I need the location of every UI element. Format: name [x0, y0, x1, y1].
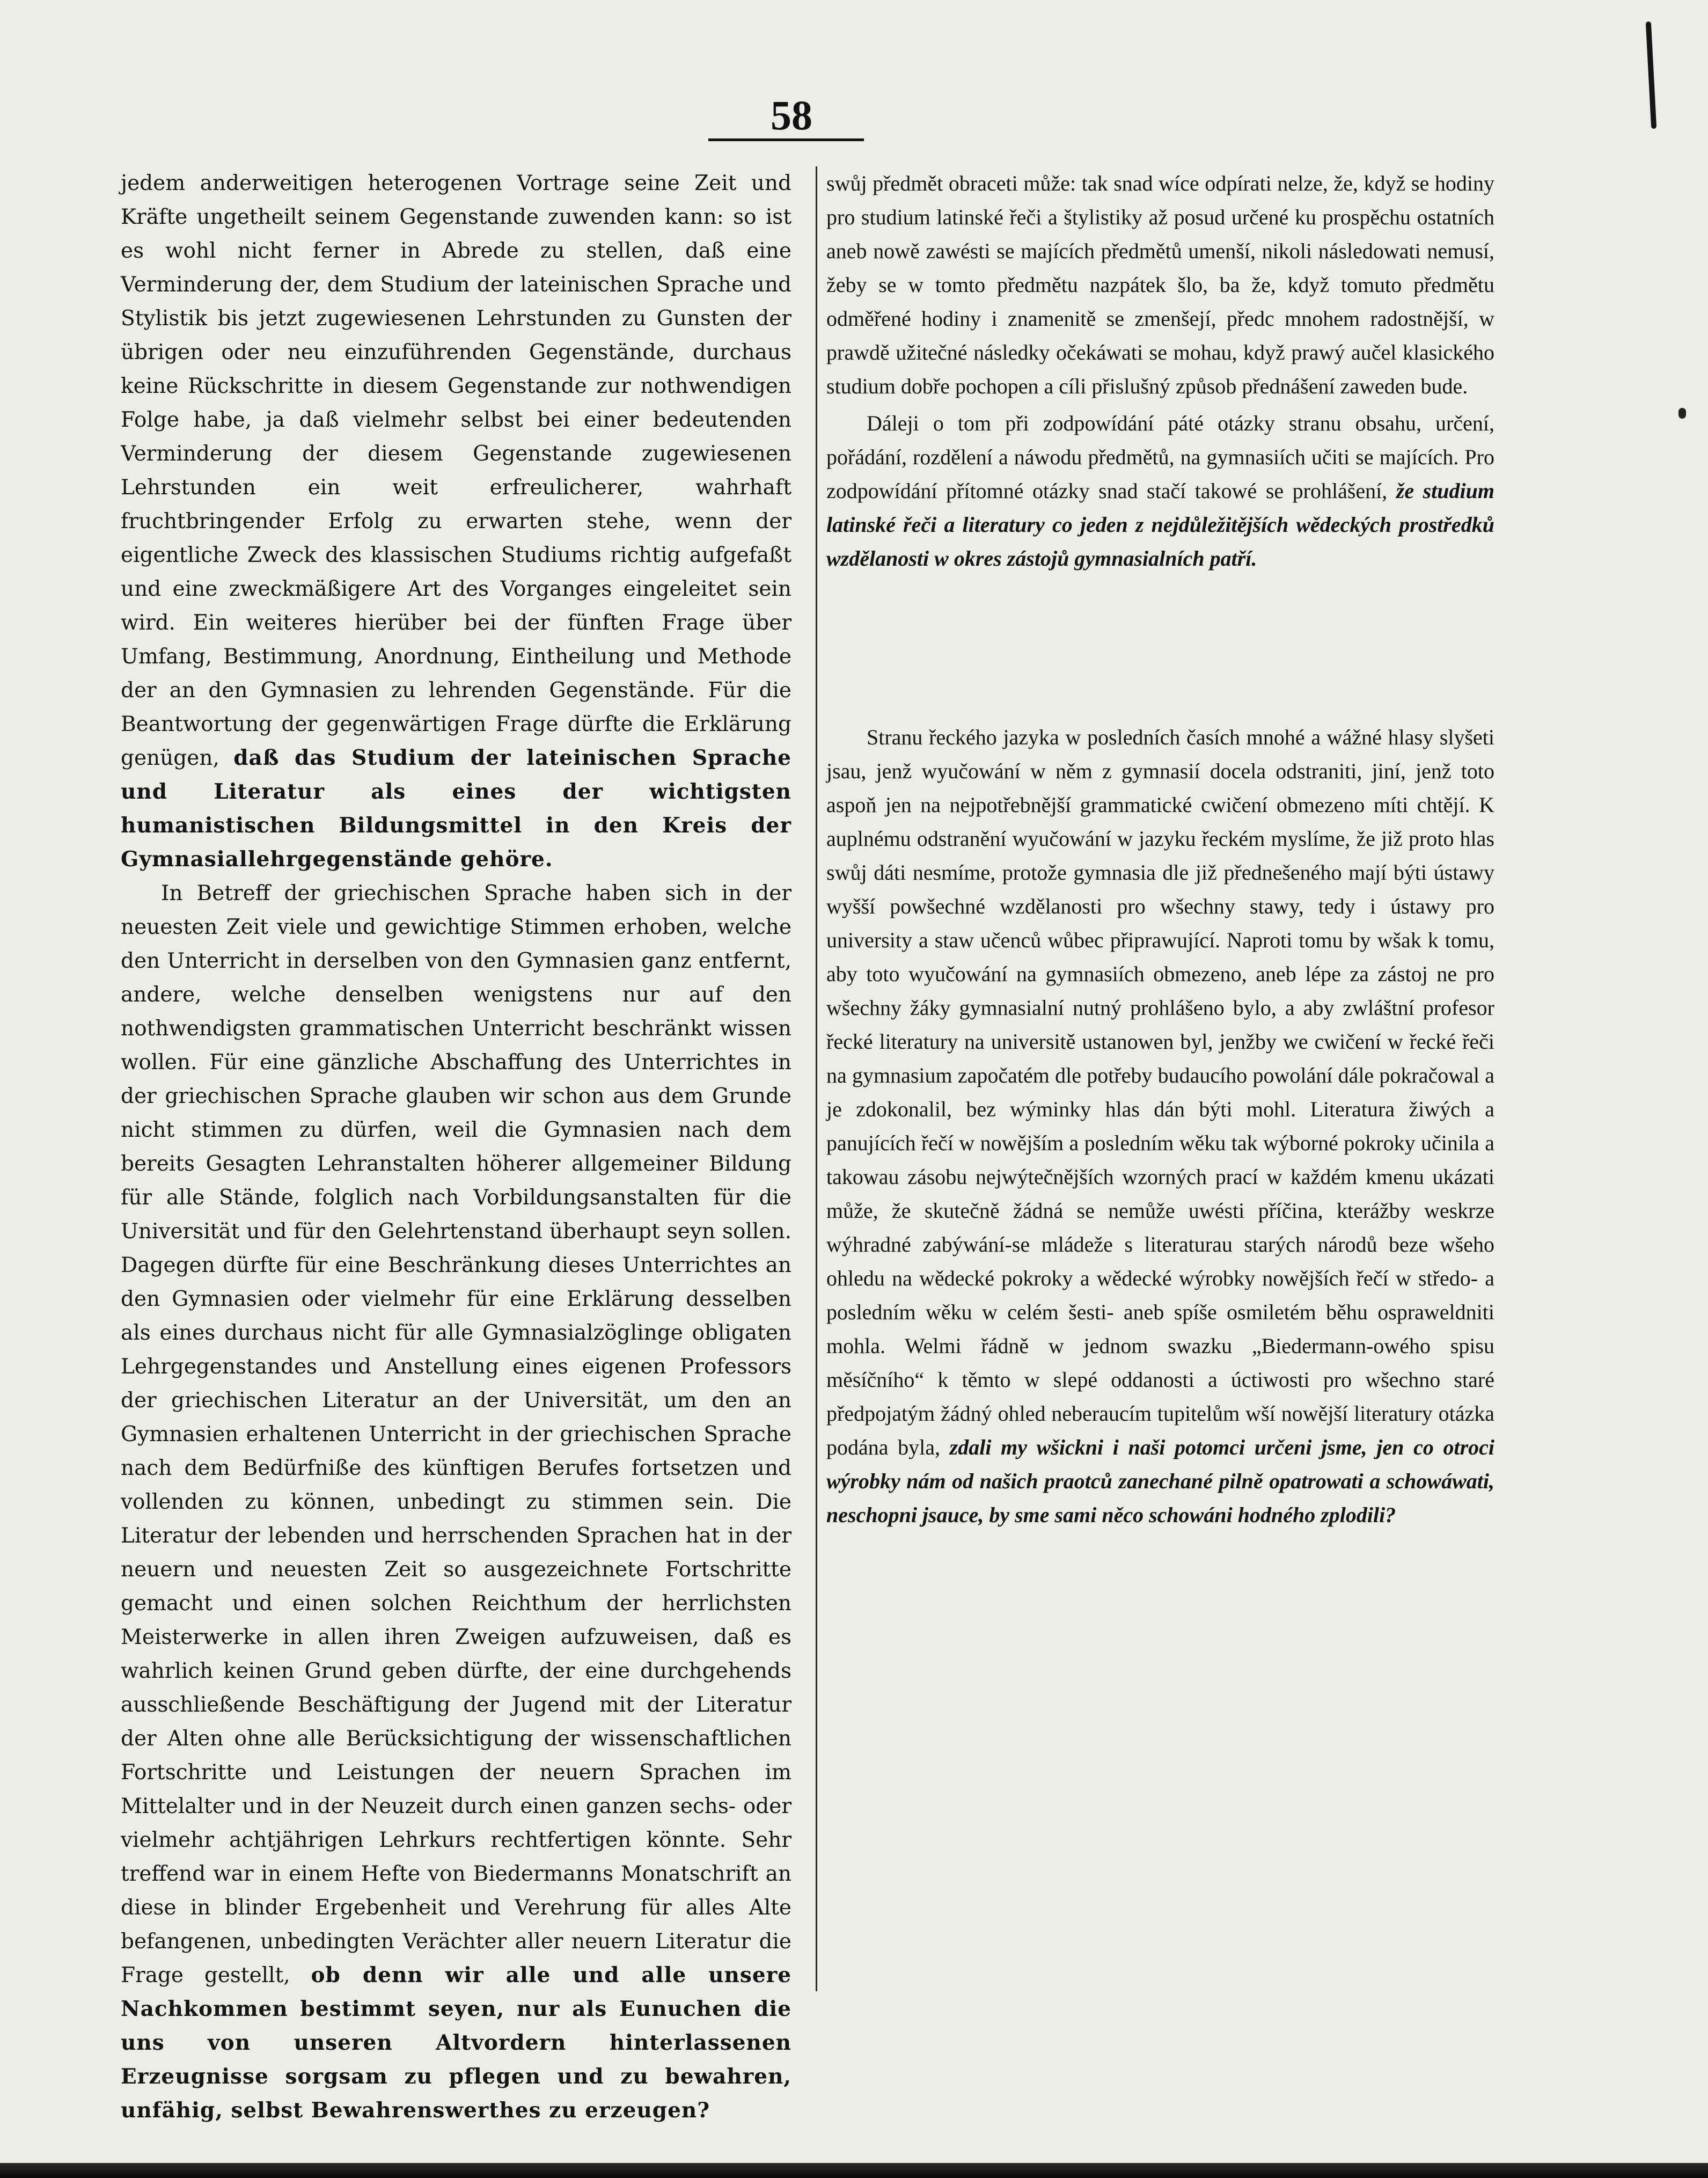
left-column-german	[121, 166, 791, 2128]
right-paragraph-1	[826, 166, 1494, 403]
scan-bottom-edge	[0, 2163, 1708, 2178]
right-p2-text: Dáleji o tom při zodpowídání páté otázky stranu obsahu, určení, pořádání, rozdělení a náwodu předmětů, na gymnasiích učiti se majících. Pro zodpowídání přítomné otázky snad stačí takowé se prohlášení,	[826, 411, 1494, 503]
right-p1-text: swůj předmět obraceti může: tak snad wíce odpírati nelze, že, když se hodiny pro studium latinské řeči a štylistiky až posud určené ku prospěchu ostatních aneb nowě zawésti se majících předmětů umenší, nikoli následowati nemusí, žeby se w tomto předmětu nazpátek šlo, ba že, když tomuto předmětu odměřené hodiny i znamenitě se zmenšejí, předc mnohem radostnější, w prawdě užitečné následky očekáwati se mohau, když prawý aučel klasického studium dobře pochopen a cíli přislušný způsob přednášení zaweden bude.	[826, 171, 1494, 398]
right-paragraph-3	[826, 720, 1494, 1532]
binding-mark	[1646, 21, 1656, 129]
right-p2-emphasis: že studium latinské řeči a literatury co jeden z nejdůležitějších wědeckých prostředků wzdělanosti w okres zástojů gymnasialních patří.	[826, 479, 1495, 571]
left-p2-text: In Betreff der griechischen Sprache haben sich in der neuesten Zeit viele und gewichtige Stimmen erhoben, welche den Unterricht in derselben von den Gymnasien ganz entfernt, andere, welche denselben wenigstens nur auf den nothwendigsten grammatischen Unterricht beschränkt wissen wollen. Für eine gänzliche Abschaffung des Unterrichtes in der griechischen Sprache glauben wir schon aus dem Grunde nicht stimmen zu dürfen, weil die Gymnasien nach dem bereits Gesagten Lehranstalten höherer allgemeiner Bildung für alle Stände, folglich nach Vorbildungsanstalten für die Universität und für den Gelehrtenstand überhaupt seyn sollen. Dagegen dürfte für eine Beschränkung dieses Unterrichtes an den Gymnasien oder vielmehr für eine Erklärung desselben als eines durchaus nicht für alle Gymnasialzöglinge obligaten Lehrgegenstandes und Anstellung eines eigenen Professors der griechischen Literatur an der Universität, um den an Gymnasien erhaltenen Unterricht in der griechischen Sprache nach dem Bedürfniße des künftigen Berufes fortsetzen und vollenden zu können, unbedingt zu stimmen sein. Die Literatur der lebenden und herrschenden Sprachen hat in der neuern und neuesten Zeit so ausgezeichnete Fortschritte gemacht und einen solchen Reichthum der herrlichsten Meisterwerke in allen ihren Zweigen aufzuweisen, daß es wahrlich keinen Grund geben dürfte, der eine durchgehends ausschließende Beschäftigung der Jugend mit der Literatur der Alten ohne alle Berücksichtigung der wissenschaftlichen Fortschritte und Leistungen der neuern Sprachen im Mittelalter und in der Neuzeit durch einen ganzen sechs- oder vielmehr achtjährigen Lehrkurs rechtfertigen könnte. Sehr treffend war in einem Hefte von Biedermanns Monatschrift an diese in blinder Ergebenheit und Verehrung für alles Alte befangenen, unbedingten Verächter aller neuern Literatur die Frage gestellt,	[121, 881, 791, 1987]
right-p3-text: Stranu řeckého jazyka w posledních časích mnohé a wážné hlasy slyšeti jsau, jenž wyučowání w něm z gymnasií docela odstraniti, jiní, jenž toto aspoň jen na nejpotřebnější grammatické cwičení obmezeno míti chtějí. K auplnému odstranění wyučowání w jazyku řeckém myslíme, že již proto hlas swůj dáti nesmíme, protože gymnasia dle již přednešeného mají býti ústawy wyšší powšechné wzdělanosti pro wšechny stawy, tedy i ústawy pro university a staw učenců wůbec připrawující. Naproti tomu by wšak k tomu, aby toto wyučowání na gymnasiích obmezeno, aneb lépe za zástoj ne pro wšechny žáky gymnasialní nutný prohlášeno bylo, a aby zwláštní profesor řecké literatury na universitě ustanowen byl, jenžby we cwičení w řecké řeči na gymnasium započatém dle potřeby budaucího powolání dále pokračowal a je zdokonalil, bez wýminky hlas dán býti mohl. Literatura žiwých a panujících řečí w nowějším a posledním wěku tak wýborné pokroky učinila a takowau zásobu nejwýtečnějších wzorných prací w každém kmenu ukázati může, že skutečně žádná se nemůže uwésti příčina, kterážby weskrze wýhradné zabýwání-se mládeže s literaturau starých národů beze wšeho ohledu na wědecké pokroky a wědecké wýrobky nowějších řečí w středo- a posledním wěku w celém šesti- aneb spíše osmiletém běhu ospraweldniti mohla. Welmi řádně w jednom swazku „Biedermann-owého spisu měsíčního“ k těmto w slepé oddanosti a úctiwosti pro wšechno staré předpojatým žádný ohled neberaucím tupitelům wší nowější literatury otázka podána byla,	[826, 725, 1494, 1459]
margin-speck	[1678, 408, 1686, 419]
page-number-rule	[708, 138, 864, 141]
left-p2-emphasis: ob denn wir alle und alle unsere Nachkommen bestimmt seyen, nur als Eunuchen die uns von unseren Altvordern hinterlassenen Erzeugnisse sorgsam zu pflegen und zu bewahren, unfähig, selbst Bewahrenswerthes zu erzeugen?	[121, 1963, 792, 2123]
left-paragraph-2	[121, 876, 791, 2128]
page-number: 58	[771, 92, 812, 138]
column-divider	[816, 166, 817, 1991]
right-column-czech	[826, 166, 1494, 1532]
left-p1-text: jedem anderweitigen heterogenen Vortrage seine Zeit und Kräfte ungetheilt seinem Gegenstande zuwenden kann: so ist es wohl nicht ferner in Abrede zu stellen, daß eine Verminderung der, dem Studium der lateinischen Sprache und Stylistik bis jetzt zugewiesenen Lehrstunden zu Gunsten der übrigen oder neu einzuführenden Gegenstände, durchaus keine Rückschritte in diesem Gegenstande zur nothwendigen Folge habe, ja daß vielmehr selbst bei einer bedeutenden Verminderung der diesem Gegenstande zugewiesenen Lehrstunden ein weit erfreulicherer, wahrhaft fruchtbringender Erfolg zu erwarten stehe, wenn der eigentliche Zweck des klassischen Studiums richtig aufgefaßt und eine zweckmäßigere Art des Vorganges eingeleitet sein wird. Ein weiteres hierüber bei der fünften Frage über Umfang, Bestimmung, Anordnung, Eintheilung und Methode der an den Gymnasien zu lehrenden Gegenstände. Für die Beantwortung der gegenwärtigen Frage dürfte die Erklärung genügen,	[121, 171, 791, 770]
left-p1-emphasis: daß das Studium der lateinischen Sprache und Literatur als eines der wichtigsten humanistischen Bildungsmittel in den Kreis der Gymnasiallehrgegenstände gehöre.	[121, 746, 791, 872]
right-p3-emphasis: zdali my wšickni i naši potomci určeni jsme, jen co otroci wýrobky nám od našich praotců zanechané pilně opatrowati a schowáwati, neschopni jsauce, by sme sami něco schowáni hodného zplodili?	[826, 1435, 1495, 1527]
right-paragraph-2	[826, 406, 1494, 575]
left-paragraph-1	[121, 166, 791, 876]
